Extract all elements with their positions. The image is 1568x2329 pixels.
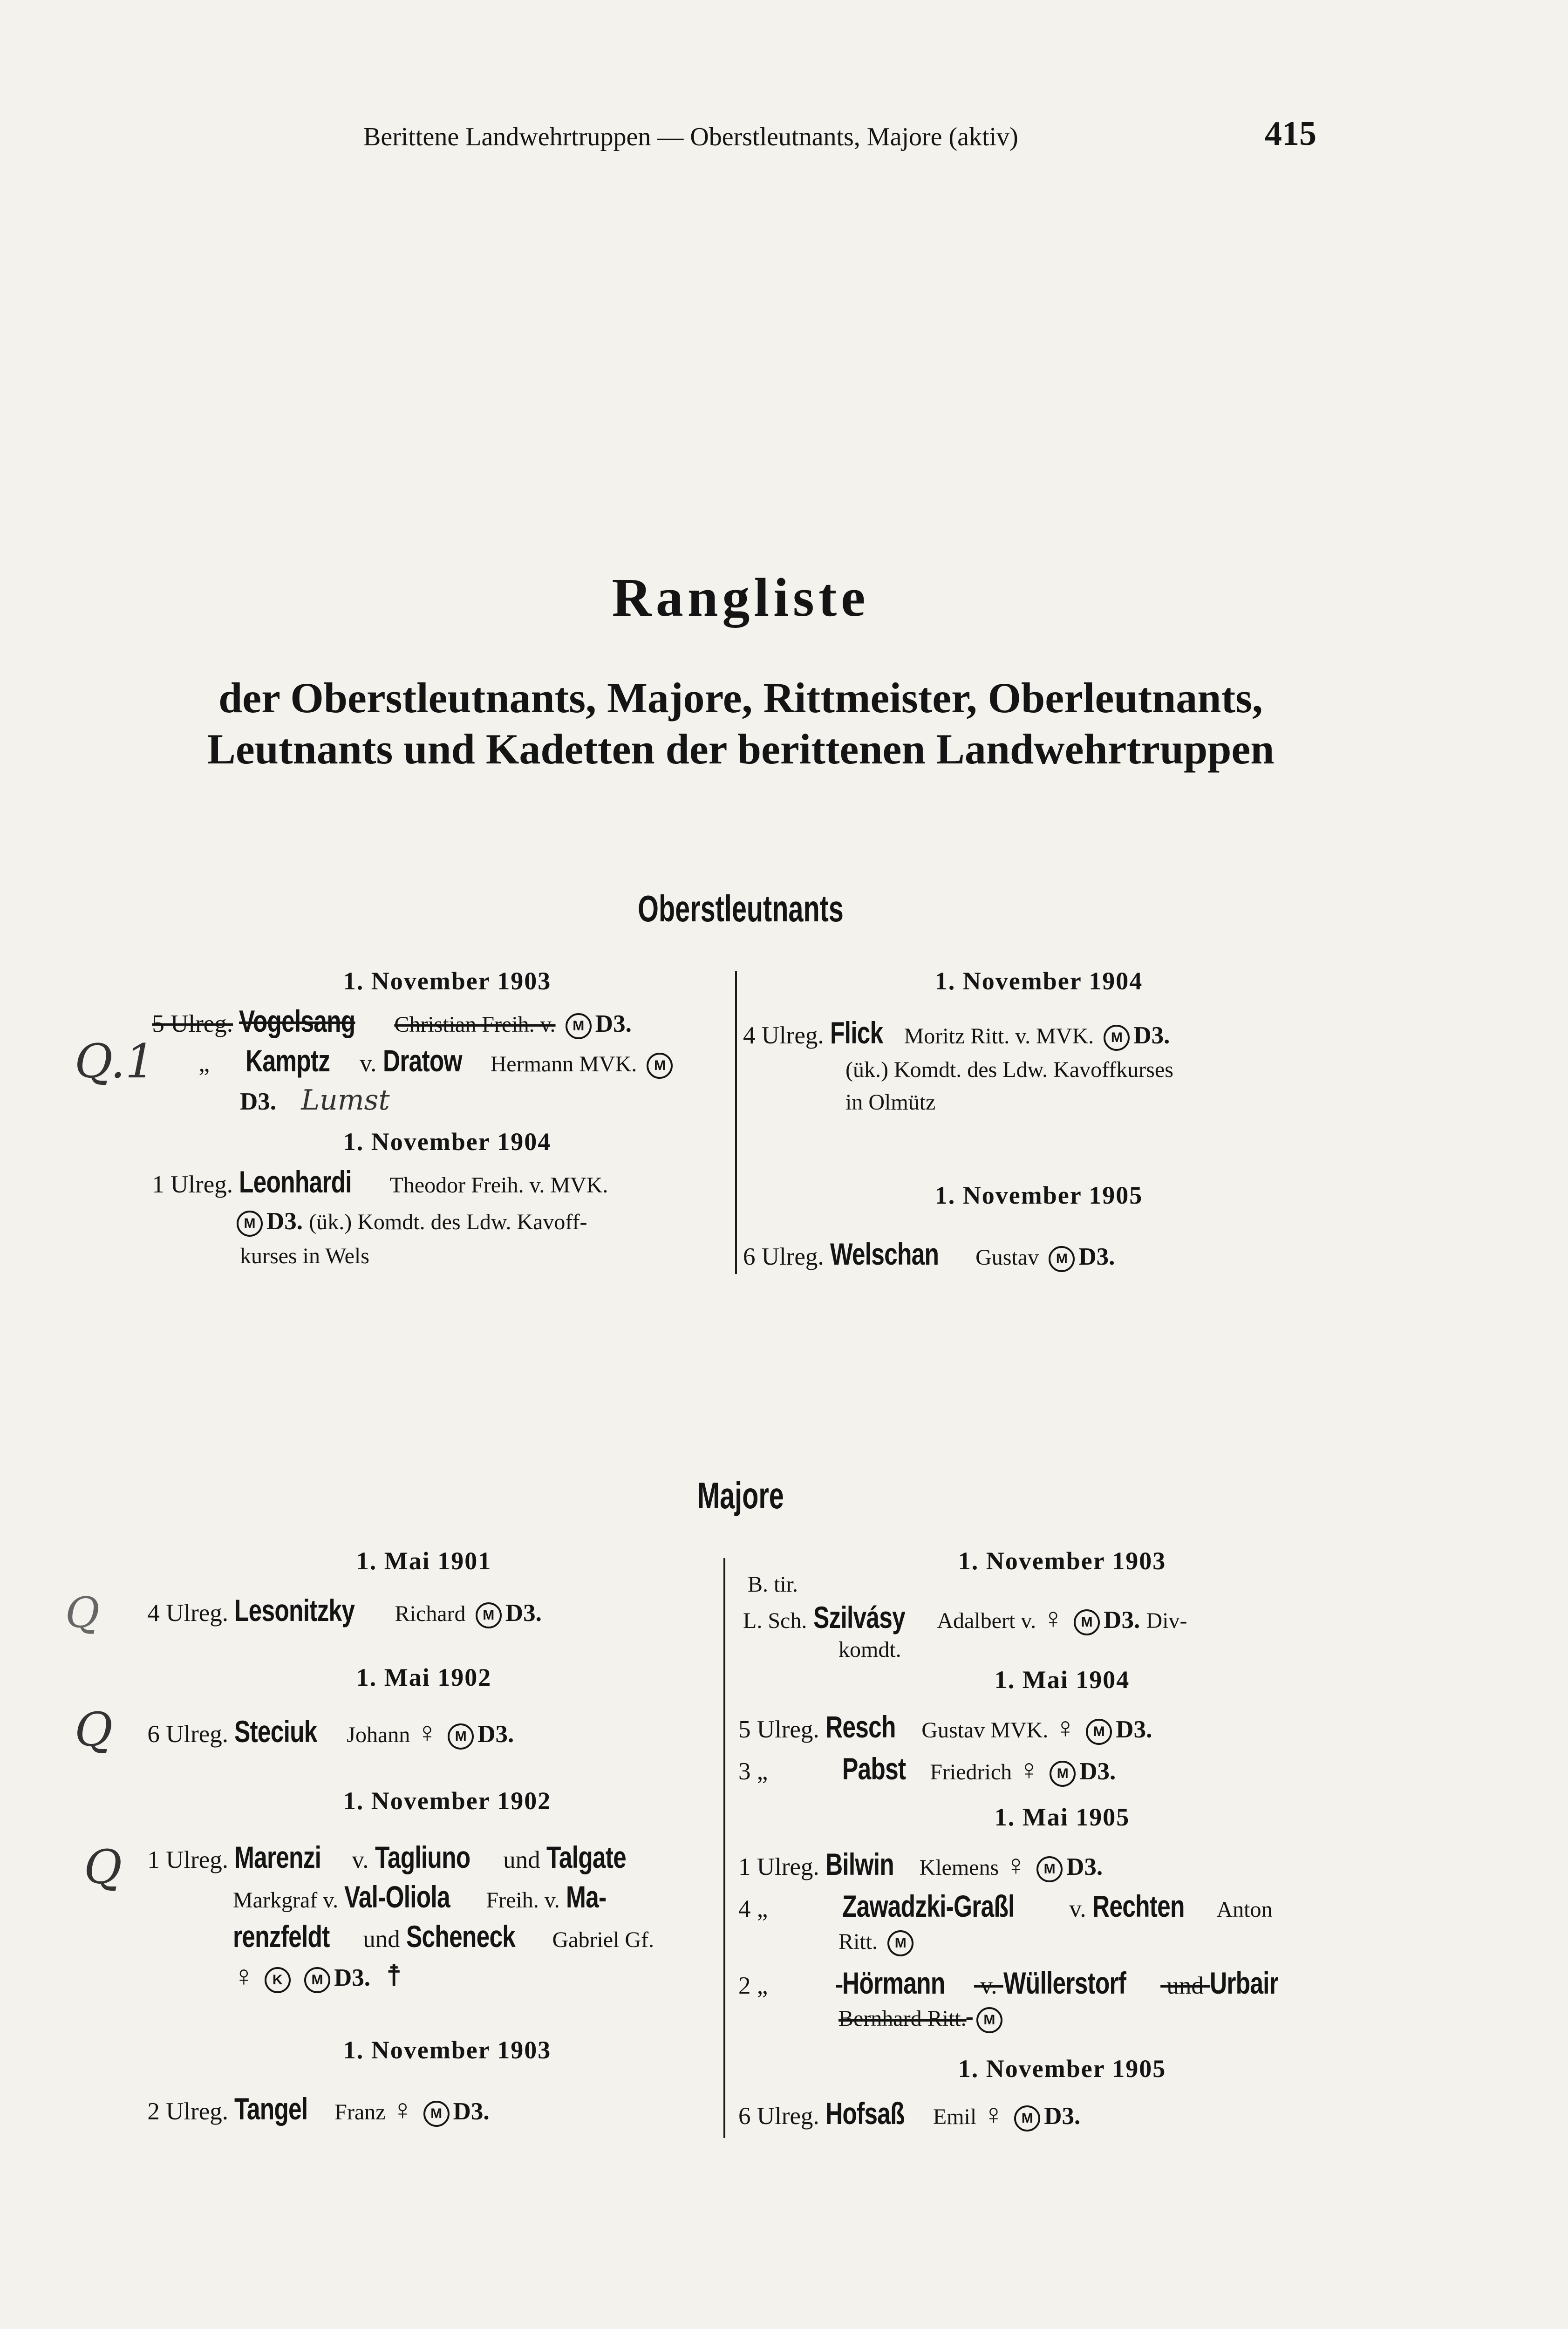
date-heading: 1. November 1904 [343, 1128, 552, 1156]
merit-medal-icon: M [566, 1013, 592, 1039]
officer-name: Talgate [546, 1840, 626, 1874]
date-heading: 1. November 1902 [343, 1787, 552, 1815]
officer-name: Steciuk [234, 1714, 317, 1749]
list-item-continuation: kurses in Wels [240, 1244, 369, 1268]
officer-name: Dratow [382, 1043, 462, 1078]
officer-name: Tagliuno [375, 1840, 470, 1874]
crown-order-icon: K [265, 1967, 291, 1993]
cross-decoration-icon: ♀ [1018, 1754, 1040, 1786]
list-item [738, 1749, 1344, 1792]
merit-medal-icon: M [887, 1930, 914, 1956]
handwritten-note: Lumst [301, 1084, 390, 1117]
merit-medal-icon: M [976, 2007, 1002, 2033]
decoration-text: D3. [505, 1600, 542, 1627]
merit-medal-icon: M [1074, 1609, 1100, 1635]
regiment-label: 6 Ulreg. [743, 1243, 824, 1270]
handwritten-note: Q.1 [75, 1034, 155, 1089]
handwritten-note: Q [75, 1702, 113, 1757]
officer-details: Anton [1216, 1897, 1273, 1922]
list-item [743, 1234, 1349, 1277]
decoration-text: D3. [1044, 2103, 1081, 2130]
decoration-text: D3. [240, 1088, 277, 1115]
list-item [743, 1598, 1349, 1641]
subtitle-line-1: der Oberstleutnants, Majore, Rittmeister, Oberleutnants, [218, 674, 1263, 722]
name-particle: und [503, 1846, 540, 1873]
decoration-text: D3. [477, 1721, 514, 1748]
regiment-label: L. Sch. [743, 1608, 807, 1633]
officer-details: Markgraf v. [233, 1888, 339, 1913]
name-particle: v. [360, 1050, 377, 1077]
list-item [126, 1162, 731, 1205]
officer-name: Marenzi [234, 1840, 321, 1874]
regiment-label: 1 Ulreg. [152, 1171, 233, 1198]
officer-details: Johann [347, 1723, 410, 1747]
list-item [738, 1845, 1344, 1887]
officer-details: Ritt. [839, 1929, 878, 1954]
officer-name: Ma- [566, 1880, 607, 1914]
regiment-label: 4 Ulreg. [743, 1022, 824, 1049]
decoration-text: D3. [1116, 1716, 1152, 1743]
regiment-label: 5 Ulreg. [152, 1010, 233, 1037]
list-item-continuation [233, 1956, 402, 1997]
list-item [126, 1041, 731, 1084]
merit-medal-icon: M [448, 1723, 474, 1750]
date-heading: 1. November 1905 [958, 2055, 1166, 2083]
officer-name: Rechten [1092, 1889, 1185, 1923]
merit-medal-icon: M [237, 1211, 263, 1237]
regiment-label: 2 „ [738, 1972, 768, 1999]
officer-name: Bilwin [825, 1847, 894, 1881]
officer-name: Urbair [1210, 1966, 1279, 2000]
list-item-continuation [839, 1921, 917, 1961]
regiment-label: 3 „ [738, 1758, 768, 1785]
list-item-continuation: komdt. [839, 1637, 901, 1662]
list-item [126, 1001, 731, 1044]
merit-medal-icon: M [1104, 1025, 1130, 1051]
list-item [738, 1886, 1344, 1929]
merit-medal-icon: M [1049, 1246, 1075, 1272]
officer-details: Friedrich [930, 1760, 1012, 1784]
decoration-text: D3. [266, 1208, 303, 1235]
officer-details: Klemens [919, 1855, 999, 1880]
officer-details: Moritz Ritt. v. MVK. [904, 1024, 1094, 1049]
merit-medal-icon: M [1014, 2105, 1040, 2132]
merit-medal-icon: M [1036, 1856, 1063, 1882]
regiment-label: 2 Ulreg. [147, 2098, 228, 2125]
officer-name: Vogelsang [239, 1004, 355, 1038]
decoration-text: D3. [334, 1964, 371, 1991]
list-item [738, 2094, 1344, 2137]
officer-name: Szilvásy [813, 1600, 905, 1634]
name-particle: und [363, 1926, 400, 1953]
officer-name: Hofsaß [825, 2096, 905, 2131]
merit-medal-icon: M [1050, 1761, 1076, 1787]
regiment-label: 4 Ulreg. [147, 1600, 228, 1627]
officer-details: Gabriel Gf. [552, 1927, 654, 1952]
list-item [126, 2089, 722, 2132]
date-heading: 1. Mai 1904 [994, 1666, 1130, 1694]
cross-decoration-icon: ♀ [1005, 1850, 1027, 1881]
officer-name: Flick [830, 1015, 883, 1050]
cross-decoration-icon: ♀ [391, 2094, 414, 2126]
name-particle: und [1166, 1972, 1204, 1999]
regiment-label: „ [198, 1050, 210, 1077]
officer-details: Gustav MVK. [921, 1718, 1049, 1743]
decoration-text: D3. [1078, 1243, 1115, 1270]
list-item [126, 1591, 722, 1634]
list-item [126, 1838, 727, 1880]
regiment-label: 1 Ulreg. [738, 1853, 819, 1880]
officer-name: Wüllerstorf [1003, 1966, 1126, 2000]
regiment-label: 4 „ [738, 1895, 768, 1922]
regiment-label: 6 Ulreg. [738, 2103, 819, 2130]
officer-details: Christian Freih. v. [394, 1012, 556, 1037]
officer-name: Val-Oliola [344, 1880, 450, 1914]
date-heading: 1. Mai 1901 [356, 1547, 492, 1575]
merit-medal-icon: M [647, 1053, 673, 1079]
officer-name: Zawadzki-Graßl [842, 1889, 1015, 1923]
date-heading: 1. November 1903 [343, 967, 552, 995]
officer-name: Resch [825, 1709, 896, 1744]
section-heading-oberstleutnants: Oberstleutnants [638, 888, 844, 929]
regiment-label: 5 Ulreg. [738, 1716, 819, 1743]
name-particle: v. [980, 1972, 997, 1999]
cross-decoration-icon: ♀ [233, 1961, 255, 1992]
merit-medal-icon: M [476, 1602, 502, 1628]
officer-name: Hörmann [842, 1966, 945, 2000]
date-heading: 1. Mai 1902 [356, 1663, 492, 1691]
name-particle: v. [1069, 1895, 1086, 1922]
name-particle: v. [352, 1846, 369, 1873]
date-heading: 1. November 1903 [343, 2036, 552, 2064]
officer-details: Richard [395, 1601, 466, 1626]
date-heading: 1. November 1905 [934, 1181, 1143, 1209]
officer-name: Tangel [234, 2091, 308, 2126]
date-heading: 1. Mai 1905 [994, 1803, 1130, 1831]
merit-medal-icon: M [304, 1967, 330, 1993]
list-item-continuation [240, 1081, 390, 1121]
cross-decoration-icon: ♀ [416, 1717, 438, 1749]
officer-details: Hermann MVK. [490, 1052, 637, 1076]
list-item-continuation [233, 1202, 587, 1242]
list-item-continuation [233, 1877, 727, 1920]
officer-details: Bernhard Ritt. [839, 2006, 967, 2031]
cross-decoration-icon: ♀ [982, 2099, 1004, 2131]
cross-decoration-icon: ♀ [1054, 1712, 1077, 1744]
page-number: 415 [1265, 115, 1316, 153]
officer-assignment: Div- [1146, 1608, 1187, 1633]
list-item [126, 1712, 722, 1755]
date-heading: 1. November 1904 [934, 967, 1143, 995]
decoration-text: D3. [1133, 1022, 1170, 1049]
column-divider [735, 971, 737, 1274]
list-item-struck [738, 1963, 1344, 2005]
officer-name: Kamptz [245, 1043, 330, 1078]
merit-medal-icon: M [1086, 1719, 1112, 1745]
subtitle-line-2: Leutnants und Kadetten der berittenen Landwehrtruppen [207, 725, 1275, 773]
officer-name: Welschan [830, 1237, 939, 1271]
officer-details: Gustav [975, 1245, 1039, 1270]
officer-details: Franz [334, 2100, 386, 2125]
officer-name: Leonhardi [239, 1164, 352, 1199]
list-item-continuation: (ük.) Komdt. des Ldw. Kavoffkurses [845, 1057, 1173, 1082]
list-item-continuation [839, 1998, 1006, 2038]
cross-decoration-icon: ♀ [1042, 1603, 1064, 1634]
officer-details: Freih. v. [486, 1888, 560, 1913]
handwritten-note: Q [84, 1840, 122, 1894]
regiment-label: B. tir. [748, 1572, 798, 1597]
page-title: Rangliste [612, 567, 870, 628]
decoration-text: D3. [453, 2098, 490, 2125]
list-item-continuation [233, 1917, 727, 1960]
decoration-text: D3. [595, 1010, 632, 1037]
officer-name: Lesonitzky [234, 1593, 355, 1628]
decoration-text: D3. [1079, 1758, 1116, 1785]
decoration-text: D3. [1066, 1853, 1103, 1880]
officer-details: Theodor Freih. v. MVK. [389, 1173, 608, 1198]
officer-details: Adalbert v. [937, 1608, 1036, 1633]
decoration-text: D3. [1104, 1607, 1140, 1634]
handwritten-note: Q [65, 1588, 100, 1637]
officer-name: renzfeldt [233, 1919, 330, 1954]
running-title: Berittene Landwehrtruppen — Oberstleutnants, Majore (aktiv) [363, 123, 1018, 151]
officer-name: Pabst [842, 1751, 906, 1786]
merit-medal-icon: M [423, 2101, 450, 2127]
section-heading-majore: Majore [697, 1475, 784, 1516]
regiment-label: 1 Ulreg. [147, 1846, 228, 1873]
officer-name: Scheneck [406, 1919, 516, 1954]
list-item-continuation: in Olmütz [845, 1090, 936, 1115]
list-item [743, 1013, 1349, 1056]
dagger-icon: ☨ [386, 1959, 402, 1992]
officer-assignment: (ük.) Komdt. des Ldw. Kavoff- [309, 1210, 587, 1234]
date-heading: 1. November 1903 [958, 1547, 1166, 1575]
officer-details: Emil [933, 2104, 977, 2129]
regiment-label: 6 Ulreg. [147, 1721, 228, 1748]
list-item [738, 1707, 1344, 1750]
